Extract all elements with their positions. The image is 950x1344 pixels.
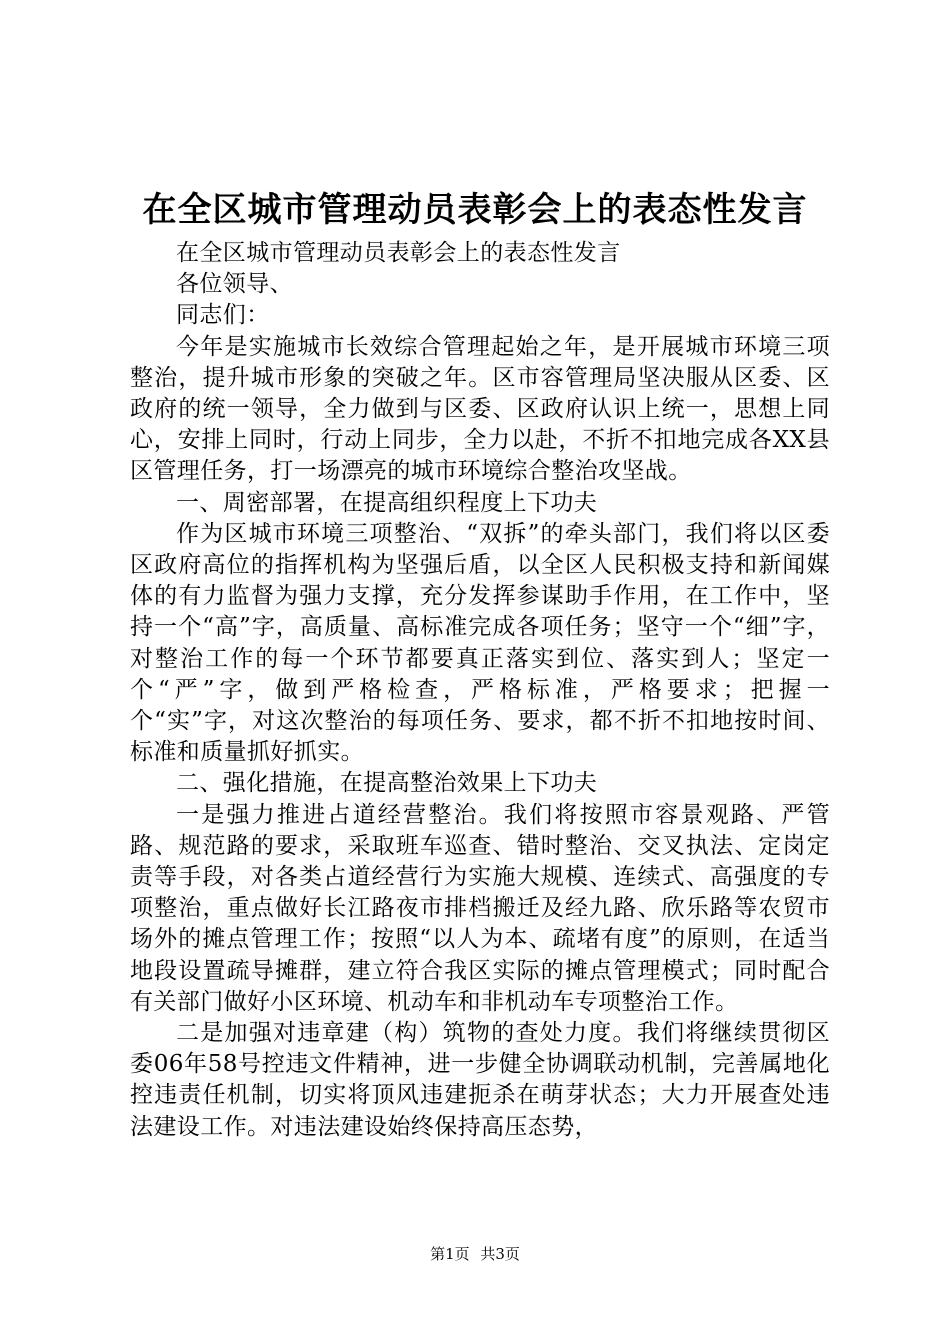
section-heading-1: 一、周密部署，在提高组织程度上下功夫 <box>176 489 598 516</box>
page-footer <box>0 1244 950 1264</box>
paragraph-section-2b: 二是加强对违章建（构）筑物的查处力度。我们将继续贯彻区委06年58号控违文件精神，进一步健全协调联动机制，完善属地化控违责任机制，切实将顶风违建扼杀在萌芽状态；大力开展查处违法建设工作。对违法建设始终保持高压态势， <box>130 1020 830 1140</box>
section-heading-2: 二、强化措施，在提高整治效果上下功夫 <box>176 770 598 797</box>
paragraph-section-1: 作为区城市环境三项整治、“双拆”的牵头部门，我们将以区委区政府高位的指挥机构为坚强后盾，以全区人民积极支持和新闻媒体的有力监督为强力支撑，充分发挥参谋助手作用，在工作中，坚持一个“高”字，高质量、高标准完成各项任务；坚守一个“细”字，对整治工作的每一个环节都要真正落实到位、落实到人；坚定一个“严”字，做到严格检查，严格标准，严格要求；把握一个“实”字，对这次整治的每项任务、要求，都不折不扣地按时间、标准和质量抓好抓实。 <box>130 520 830 766</box>
page-number-total: 共3页 <box>480 1245 520 1263</box>
paragraph-salutation-1: 各位领导、 <box>176 271 293 298</box>
paragraph-section-2a: 一是强力推进占道经营整治。我们将按照市容景观路、严管路、规范路的要求，采取班车巡查、错时整治、交叉执法、定岗定责等手段，对各类占道经营行为实施大规模、连续式、高强度的专项整治，重点做好长江路夜市排档搬迁及经九路、欣乐路等农贸市场外的摊点管理工作；按照“以人为本、疏堵有度”的原则，在适当地段设置疏导摊群，建立符合我区实际的摊点管理模式；同时配合有关部门做好小区环境、机动车和非机动车专项整治工作。 <box>130 801 830 1015</box>
document-title: 在全区城市管理动员表彰会上的表态性发言 <box>142 190 808 230</box>
paragraph-salutation-2: 同志们： <box>176 302 270 329</box>
paragraph-intro: 今年是实施城市长效综合管理起始之年，是开展城市环境三项整治，提升城市形象的突破之年。区市容管理局坚决服从区委、区政府的统一领导，全力做到与区委、区政府认识上统一，思想上同心，安排上同时，行动上同步，全力以赴，不折不扣地完成各XX县区管理任务，打一场漂亮的城市环境综合整治攻坚战。 <box>130 333 830 485</box>
document-body <box>130 238 830 1143</box>
page-number-current: 第1页 <box>430 1245 470 1263</box>
paragraph-subtitle: 在全区城市管理动员表彰会上的表态性发言 <box>176 240 621 266</box>
